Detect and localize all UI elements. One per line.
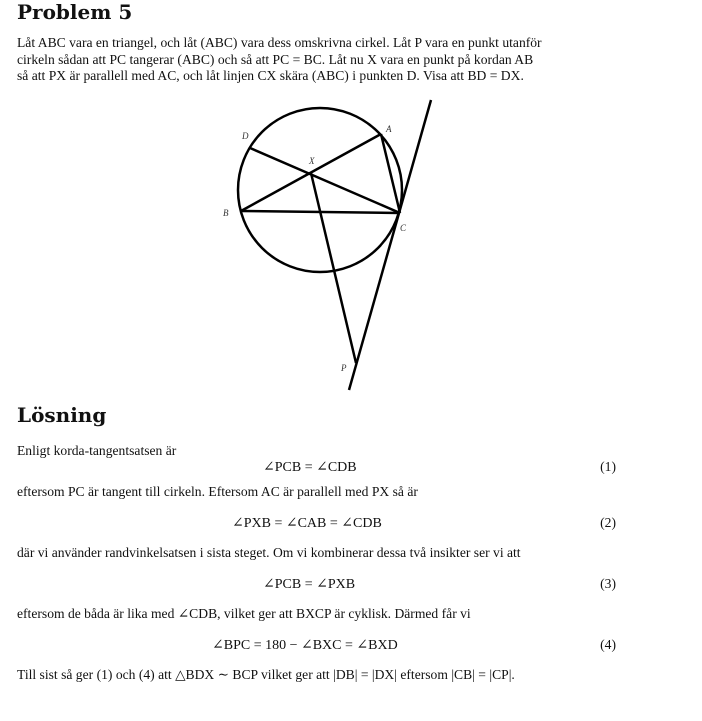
problem-line-1: Låt ABC vara en triangel, och låt (ABC) vara dess omskrivna cirkel. Låt P vara en punkt utanför — [17, 35, 542, 50]
solution-text-1: eftersom PC är tangent till cirkeln. Eftersom AC är parallell med PX så är — [17, 484, 418, 499]
problem-line-3: så att PX är parallell med AC, och låt linjen CX skära (ABC) i punkten D. Visa att BD = DX. — [17, 68, 524, 83]
equation-1: ∠PCB = ∠CDB — [263, 460, 357, 475]
equation-3: ∠PCB = ∠PXB — [263, 577, 356, 592]
label-p: P — [341, 363, 347, 373]
equation-2-number: (2) — [600, 515, 616, 530]
label-b: B — [223, 208, 229, 218]
label-c: C — [400, 223, 407, 233]
solution-intro: Enligt korda-tangentsatsen är — [17, 443, 177, 458]
problem-line-2: cirkeln sådan att PC tangerar (ABC) och så att PC = BC. Låt nu X vara en punkt på kordan AB — [17, 51, 534, 67]
problem-title: Problem 5 — [17, 0, 133, 24]
equation-1-number: (1) — [600, 459, 616, 474]
equation-2: ∠PXB = ∠CAB = ∠CDB — [232, 516, 382, 531]
solution-conclusion: Till sist så ger (1) och (4) att △BDX ∼ BCP vilket ger att |DB| = |DX| eftersom |CB| = |CP|. — [17, 667, 515, 682]
segment-px — [311, 173, 356, 363]
equation-4: ∠BPC = 180 − ∠BXC = ∠BXD — [212, 638, 398, 653]
equation-3-number: (3) — [600, 576, 616, 591]
equation-4-number: (4) — [600, 637, 616, 652]
solution-text-3: eftersom de båda är lika med ∠CDB, vilket ger att BXCP är cyklisk. Därmed får vi — [17, 606, 471, 621]
solution-title: Lösning — [17, 403, 107, 427]
circumcircle — [238, 108, 402, 272]
label-d: D — [242, 131, 249, 141]
label-x: X — [309, 156, 315, 166]
chord-ab — [241, 134, 381, 211]
label-a: A — [386, 124, 392, 134]
solution-text-2: där vi använder randvinkelsatsen i sista steget. Om vi kombinerar dessa två insikter ser vi att — [17, 545, 521, 560]
line-cd — [250, 148, 400, 213]
